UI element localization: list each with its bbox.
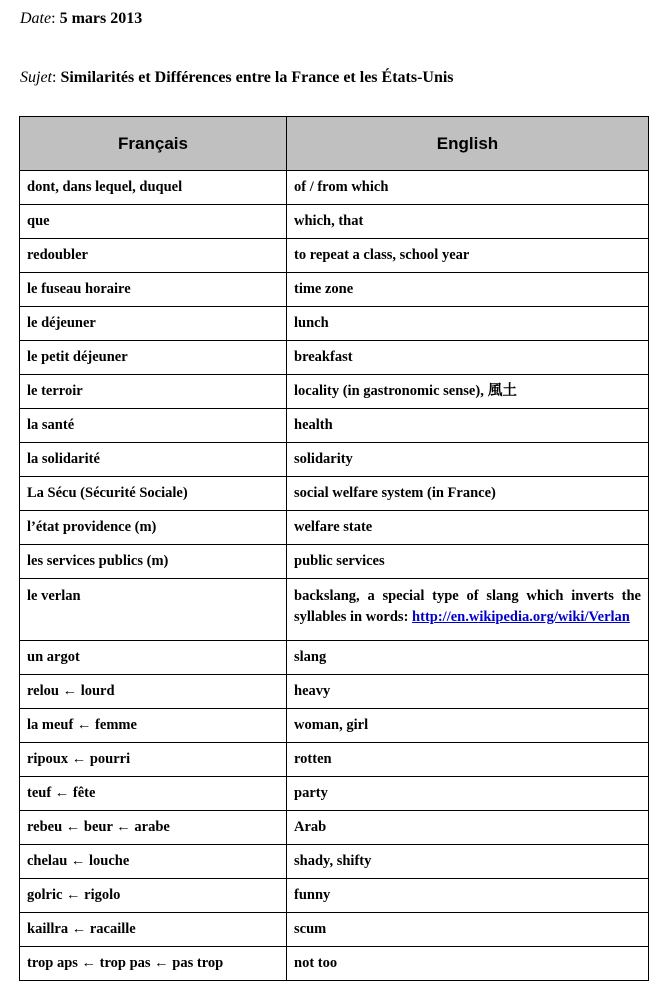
table-row xyxy=(20,307,649,341)
french-term: golric ← rigolo xyxy=(20,879,287,913)
subject-line: Sujet: Similarités et Différences entre la France et les États-Unis xyxy=(20,69,454,86)
table-row xyxy=(20,879,649,913)
english-term: time zone xyxy=(287,273,649,307)
table-row xyxy=(20,171,649,205)
english-term: to repeat a class, school year xyxy=(287,239,649,273)
french-term: les services publics (m) xyxy=(20,545,287,579)
english-term: social welfare system (in France) xyxy=(287,477,649,511)
english-term: woman, girl xyxy=(287,709,649,743)
table-row xyxy=(20,511,649,545)
header-francais: Français xyxy=(20,117,287,171)
english-term: of / from which xyxy=(287,171,649,205)
french-term: un argot xyxy=(20,641,287,675)
table-row xyxy=(20,205,649,239)
french-term: chelau ← louche xyxy=(20,845,287,879)
table-row xyxy=(20,709,649,743)
english-term: party xyxy=(287,777,649,811)
french-term: ripoux ← pourri xyxy=(20,743,287,777)
date-line: Date: 5 mars 2013 xyxy=(20,10,143,27)
table-row xyxy=(20,579,649,641)
english-term: scum xyxy=(287,913,649,947)
table-row xyxy=(20,409,649,443)
date-value: 5 mars 2013 xyxy=(59,10,143,27)
english-term-verlan xyxy=(287,579,649,641)
english-term: not too xyxy=(287,947,649,981)
table-row xyxy=(20,777,649,811)
english-term: solidarity xyxy=(287,443,649,477)
header-english: English xyxy=(287,117,649,171)
french-term: teuf ← fête xyxy=(20,777,287,811)
english-term: public services xyxy=(287,545,649,579)
french-term: l’état providence (m) xyxy=(20,511,287,545)
english-term: welfare state xyxy=(287,511,649,545)
french-term: que xyxy=(20,205,287,239)
table-row xyxy=(20,811,649,845)
english-term: shady, shifty xyxy=(287,845,649,879)
french-term: redoubler xyxy=(20,239,287,273)
french-term: le fuseau horaire xyxy=(20,273,287,307)
french-term: le petit déjeuner xyxy=(20,341,287,375)
english-term-text: locality (in gastronomic sense), xyxy=(294,383,484,399)
english-term: rotten xyxy=(287,743,649,777)
english-term: breakfast xyxy=(287,341,649,375)
french-term: la solidarité xyxy=(20,443,287,477)
table-row xyxy=(20,641,649,675)
table-row xyxy=(20,947,649,981)
table-row xyxy=(20,239,649,273)
english-term: funny xyxy=(287,879,649,913)
table-header-row xyxy=(20,117,649,171)
french-term: la santé xyxy=(20,409,287,443)
table-row xyxy=(20,443,649,477)
table-row xyxy=(20,675,649,709)
table-row xyxy=(20,845,649,879)
french-term: trop aps ← trop pas ← pas trop xyxy=(20,947,287,981)
wikipedia-verlan-link[interactable]: http://en.wikipedia.org/wiki/Verlan xyxy=(412,609,630,625)
vocabulary-table xyxy=(19,116,649,981)
french-term: relou ← lourd xyxy=(20,675,287,709)
date-label: Date xyxy=(20,10,52,27)
french-term: le verlan xyxy=(20,579,287,641)
french-term: le déjeuner xyxy=(20,307,287,341)
french-term: dont, dans lequel, duquel xyxy=(20,171,287,205)
english-term: health xyxy=(287,409,649,443)
french-term: la meuf ← femme xyxy=(20,709,287,743)
table-row xyxy=(20,375,649,409)
french-term: kaillra ← racaille xyxy=(20,913,287,947)
english-term-text: backslang, a special type of slang which inverts the syllables in words: xyxy=(294,588,641,625)
french-term: La Sécu (Sécurité Sociale) xyxy=(20,477,287,511)
japanese-term: 風土 xyxy=(487,383,517,399)
subject-label: Sujet xyxy=(20,69,52,86)
english-term: slang xyxy=(287,641,649,675)
table-row xyxy=(20,913,649,947)
table-row xyxy=(20,477,649,511)
english-term: which, that xyxy=(287,205,649,239)
french-term: rebeu ← beur ← arabe xyxy=(20,811,287,845)
table-row xyxy=(20,545,649,579)
subject-value: Similarités et Différences entre la France et les États-Unis xyxy=(60,69,454,86)
english-term: heavy xyxy=(287,675,649,709)
english-term-terroir xyxy=(287,375,649,409)
french-term: le terroir xyxy=(20,375,287,409)
english-term: lunch xyxy=(287,307,649,341)
table-row xyxy=(20,743,649,777)
table-row xyxy=(20,341,649,375)
english-term: Arab xyxy=(287,811,649,845)
table-row xyxy=(20,273,649,307)
